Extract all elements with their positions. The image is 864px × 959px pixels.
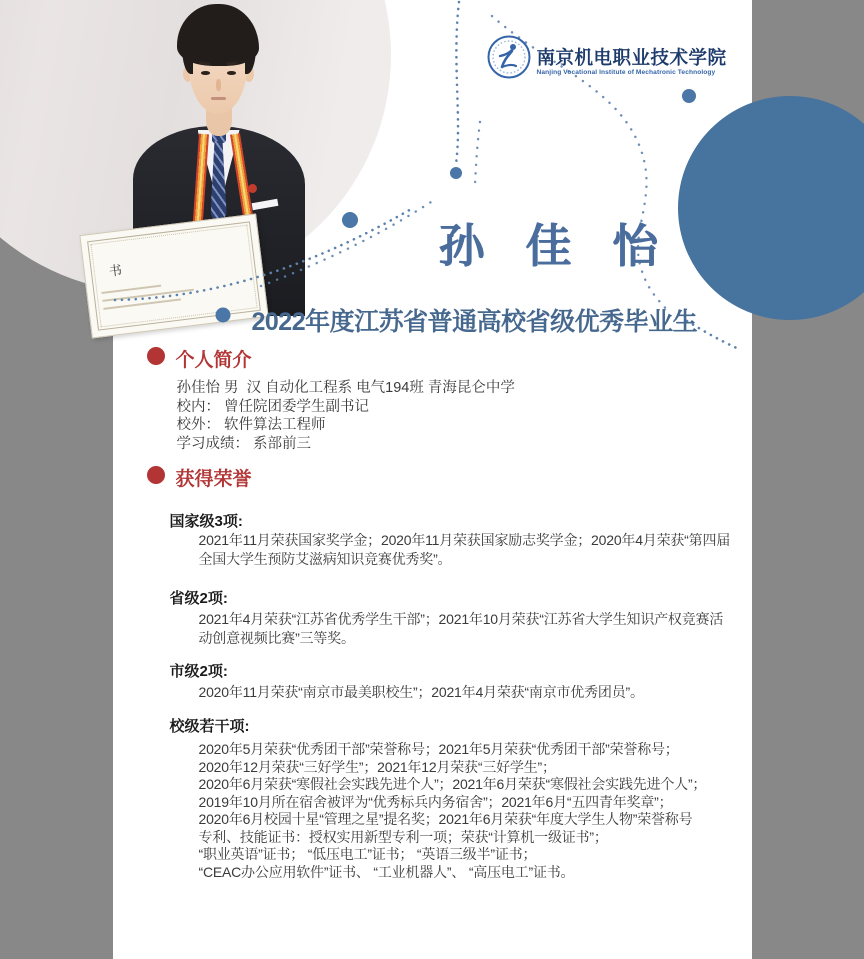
- honor-line: 2021年11月荣获国家奖学金；2020年11月荣获国家励志奖学金；2020年4月荣获“第四届: [198, 532, 731, 548]
- honor-group-title: 市级2项:: [169, 663, 228, 680]
- honor-group-title: 国家级3项:: [169, 513, 243, 530]
- honor-group-lines: [199, 531, 731, 569]
- honor-line: 2019年10月所在宿舍被评为“优秀标兵内务宿舍”；2021年6月“五四青年奖章”；: [198, 793, 673, 810]
- photo-eye: [227, 71, 236, 75]
- decor-big-circle: [678, 96, 864, 320]
- honor-line: 全国大学生预防艾滋病知识竞赛优秀奖”。: [198, 551, 452, 567]
- certificate-text: 书: [107, 262, 123, 279]
- award-subtitle: 2022年度江苏省普通高校省级优秀毕业生: [251, 308, 698, 336]
- poster: [107, 0, 752, 959]
- honor-line: “CEAC办公应用软件”证书、 “工业机器人”、 “高压电工”证书。: [198, 863, 575, 880]
- photo-figure: [107, 0, 493, 330]
- decor-dot: [682, 89, 696, 103]
- photo-certificate: [79, 214, 268, 339]
- honor-line: 2020年5月荣获“优秀团干部”荣誉称号；2021年5月荣获“优秀团干部”荣誉称号；: [198, 741, 679, 757]
- honor-line: 2020年12月荣获“三好学生”；2021年12月荣获“三好学生”；: [198, 758, 556, 775]
- profile-line: 校外： 软件算法工程师: [176, 417, 326, 434]
- honor-group-lines: [199, 610, 724, 648]
- photo-nose: [216, 79, 221, 91]
- honor-group-lines: [199, 683, 644, 702]
- profile-line: 学习成绩： 系部前三: [176, 435, 312, 452]
- honor-line: 专利、技能证书：授权实用新型专利一项；荣获“计算机一级证书”；: [198, 828, 608, 845]
- honor-line: “职业英语”证书； “低压电工”证书； “英语三级半”证书；: [198, 846, 537, 862]
- section-bullet: [147, 347, 165, 365]
- student-photo: [0, 0, 391, 293]
- section-bullet: [147, 466, 165, 484]
- photo-lapel-pin: [248, 184, 257, 193]
- honor-line: 2020年6月荣获“寒假社会实践先进个人”；2021年6月荣获“寒假社会实践先进个人”；: [198, 776, 707, 792]
- photo-hair-side: [245, 40, 256, 74]
- photo-mouth: [211, 97, 226, 100]
- profile-line: 校内： 曾任院团委学生副书记: [176, 398, 370, 415]
- institute-name-cn: 南京机电职业技术学院: [536, 47, 727, 68]
- student-name: 孙 佳 怡: [438, 220, 673, 272]
- honor-line: 2020年11月荣获“南京市最美职校生”；2021年4月荣获“南京市优秀团员”。: [198, 684, 644, 700]
- profile-lines: [177, 379, 515, 453]
- honor-group-title: 校级若干项:: [169, 718, 250, 735]
- institute-emblem: [487, 35, 531, 79]
- section-heading-honors: 获得荣誉: [175, 469, 252, 490]
- institute-name-en: Nanjing Vocational Institute of Mechatronic Technology: [536, 69, 716, 76]
- honor-line: 2021年4月荣获“江苏省优秀学生干部”；2021年10月荣获“江苏省大学生知识产权竞赛活: [198, 611, 724, 627]
- photo-eye: [201, 71, 210, 75]
- profile-line: 孙佳怡 男 汉 自动化工程系 电气194班 青海昆仑中学: [176, 380, 515, 396]
- section-heading-profile: 个人简介: [175, 350, 252, 371]
- honor-line: 2020年6月校园十星“管理之星”提名奖；2021年6月荣获“年度大学生人物”荣誉称号: [198, 811, 693, 827]
- honor-group-lines: [199, 741, 707, 881]
- honor-line: 动创意视频比赛”三等奖。: [198, 630, 355, 646]
- honor-group-title: 省级2项:: [169, 590, 228, 607]
